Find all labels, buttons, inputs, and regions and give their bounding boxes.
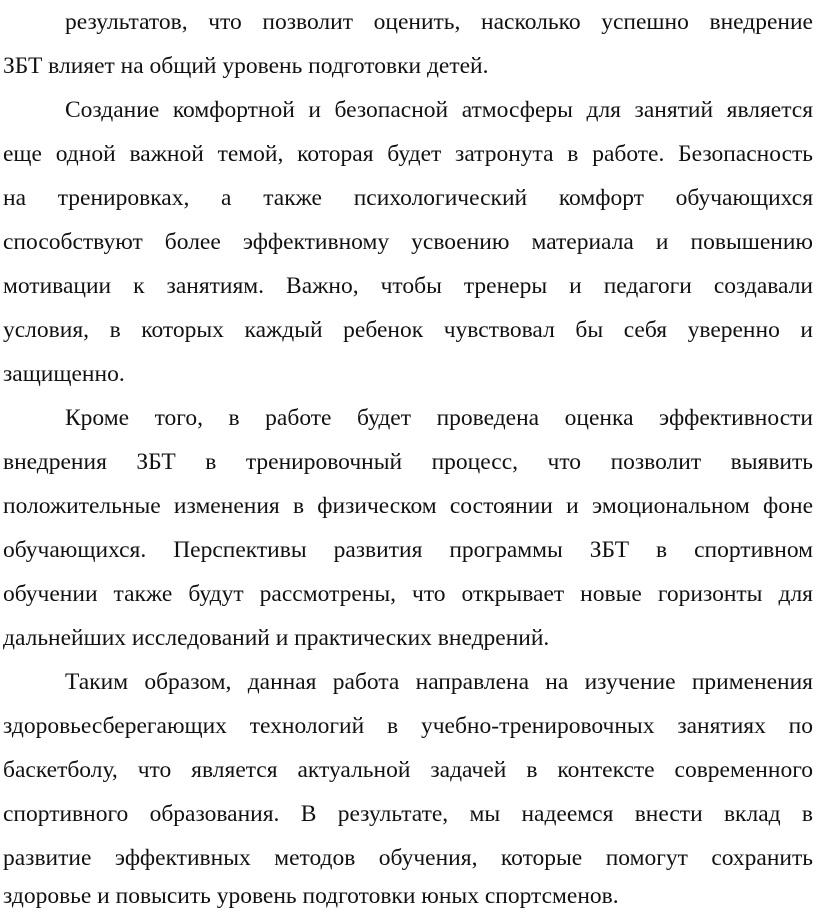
paragraph-3-line-1: Кроме того, в работе будет проведена оценка эффективности — [65, 405, 813, 431]
paragraph-3-line-5: обучении также будут рассмотрены, что открывает новые горизонты для — [3, 581, 813, 607]
paragraph-2-line-2: еще одной важной темой, которая будет затронута в работе. Безопасность — [3, 141, 813, 167]
paragraph-2-line-4: способствуют более эффективному усвоению материала и повышению — [3, 229, 813, 255]
paragraph-3-line-3: положительные изменения в физическом состоянии и эмоциональном фоне — [3, 493, 813, 519]
paragraph-4-line-2: здоровьесберегающих технологий в учебно-тренировочных занятиях по — [3, 713, 813, 739]
paragraph-4-line-4: спортивного образования. В результате, мы надеемся внести вклад в — [3, 801, 813, 827]
paragraph-2-line-3: на тренировках, а также психологический комфорт обучающихся — [3, 185, 813, 211]
paragraph-4-line-5: развитие эффективных методов обучения, которые помогут сохранить — [3, 845, 813, 871]
paragraph-2-line-6: условия, в которых каждый ребенок чувствовал бы себя уверенно и — [3, 317, 813, 343]
paragraph-1-line-1: результатов, что позволит оценить, насколько успешно внедрение — [65, 9, 813, 35]
paragraph-4-line-3: баскетболу, что является актуальной задачей в контексте современного — [3, 757, 813, 783]
paragraph-4-line-6: здоровье и повысить уровень подготовки юных спортсменов. — [3, 883, 619, 909]
paragraph-3-line-6: дальнейших исследований и практических внедрений. — [3, 625, 550, 651]
paragraph-3-line-2: внедрения ЗБТ в тренировочный процесс, что позволит выявить — [3, 449, 813, 475]
paragraph-1-line-2: ЗБТ влияет на общий уровень подготовки детей. — [3, 53, 489, 79]
paragraph-2-line-1: Создание комфортной и безопасной атмосферы для занятий является — [65, 97, 813, 123]
paragraph-3-line-4: обучающихся. Перспективы развития программы ЗБТ в спортивном — [3, 537, 813, 563]
paragraph-2-line-5: мотивации к занятиям. Важно, чтобы тренеры и педагоги создавали — [3, 273, 813, 299]
paragraph-4-line-1: Таким образом, данная работа направлена на изучение применения — [65, 669, 813, 695]
paragraph-2-line-7: защищенно. — [3, 361, 125, 387]
